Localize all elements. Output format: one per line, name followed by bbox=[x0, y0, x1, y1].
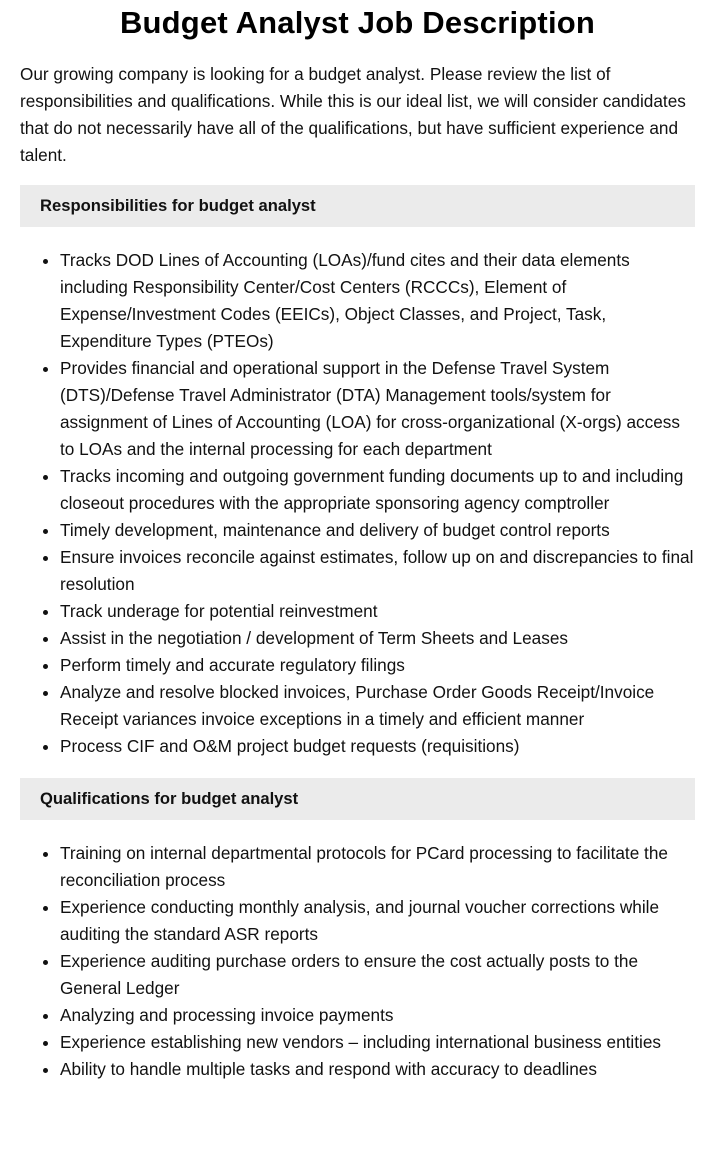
list-item: • Experience conducting monthly analysis, and journal voucher corrections while auditing the standard ASR reports bbox=[60, 894, 695, 948]
qualifications-list bbox=[20, 840, 695, 1083]
list-item: • Process CIF and O&M project budget requests (requisitions) bbox=[60, 733, 695, 760]
list-item: • Ensure invoices reconcile against estimates, follow up on and discrepancies to final resolution bbox=[60, 544, 695, 598]
list-item: • Experience establishing new vendors – including international business entities bbox=[60, 1029, 695, 1056]
responsibilities-heading: Responsibilities for budget analyst bbox=[20, 185, 695, 227]
list-item: • Timely development, maintenance and delivery of budget control reports bbox=[60, 517, 695, 544]
list-item: • Track underage for potential reinvestment bbox=[60, 598, 695, 625]
list-item: • Analyze and resolve blocked invoices, Purchase Order Goods Receipt/Invoice Receipt variances invoice exceptions in a timely and efficient manner bbox=[60, 679, 695, 733]
list-item: • Analyzing and processing invoice payments bbox=[60, 1002, 695, 1029]
list-item: • Ability to handle multiple tasks and respond with accuracy to deadlines bbox=[60, 1056, 695, 1083]
page-title: Budget Analyst Job Description bbox=[119, 5, 596, 40]
list-item: • Tracks DOD Lines of Accounting (LOAs)/fund cites and their data elements including Responsibility Center/Cost Centers (RCCCs), Element of Expense/Investment Codes (EEICs), Object Classes, and Project, Task, Expenditure Types (PTEOs) bbox=[60, 247, 695, 355]
list-item: • Provides financial and operational support in the Defense Travel System (DTS)/Defense Travel Administrator (DTA) Management tools/system for assignment of Lines of Accounting (LOA) for cross-organizational (X-orgs) access to LOAs and the internal processing for each department bbox=[60, 355, 695, 463]
list-item: • Assist in the negotiation / development of Term Sheets and Leases bbox=[60, 625, 695, 652]
list-item: • Perform timely and accurate regulatory filings bbox=[60, 652, 695, 679]
qualifications-heading: Qualifications for budget analyst bbox=[20, 778, 695, 820]
responsibilities-list bbox=[20, 247, 695, 760]
list-item: • Tracks incoming and outgoing government funding documents up to and including closeout procedures with the appropriate sponsoring agency comptroller bbox=[60, 463, 695, 517]
intro-paragraph: Our growing company is looking for a budget analyst. Please review the list of responsibilities and qualifications. While this is our ideal list, we will consider candidates that do not necessarily have all of the qualifications, but have sufficient experience and talent. bbox=[20, 64, 686, 165]
list-item: • Experience auditing purchase orders to ensure the cost actually posts to the General Ledger bbox=[60, 948, 695, 1002]
list-item: • Training on internal departmental protocols for PCard processing to facilitate the reconciliation process bbox=[60, 840, 695, 894]
